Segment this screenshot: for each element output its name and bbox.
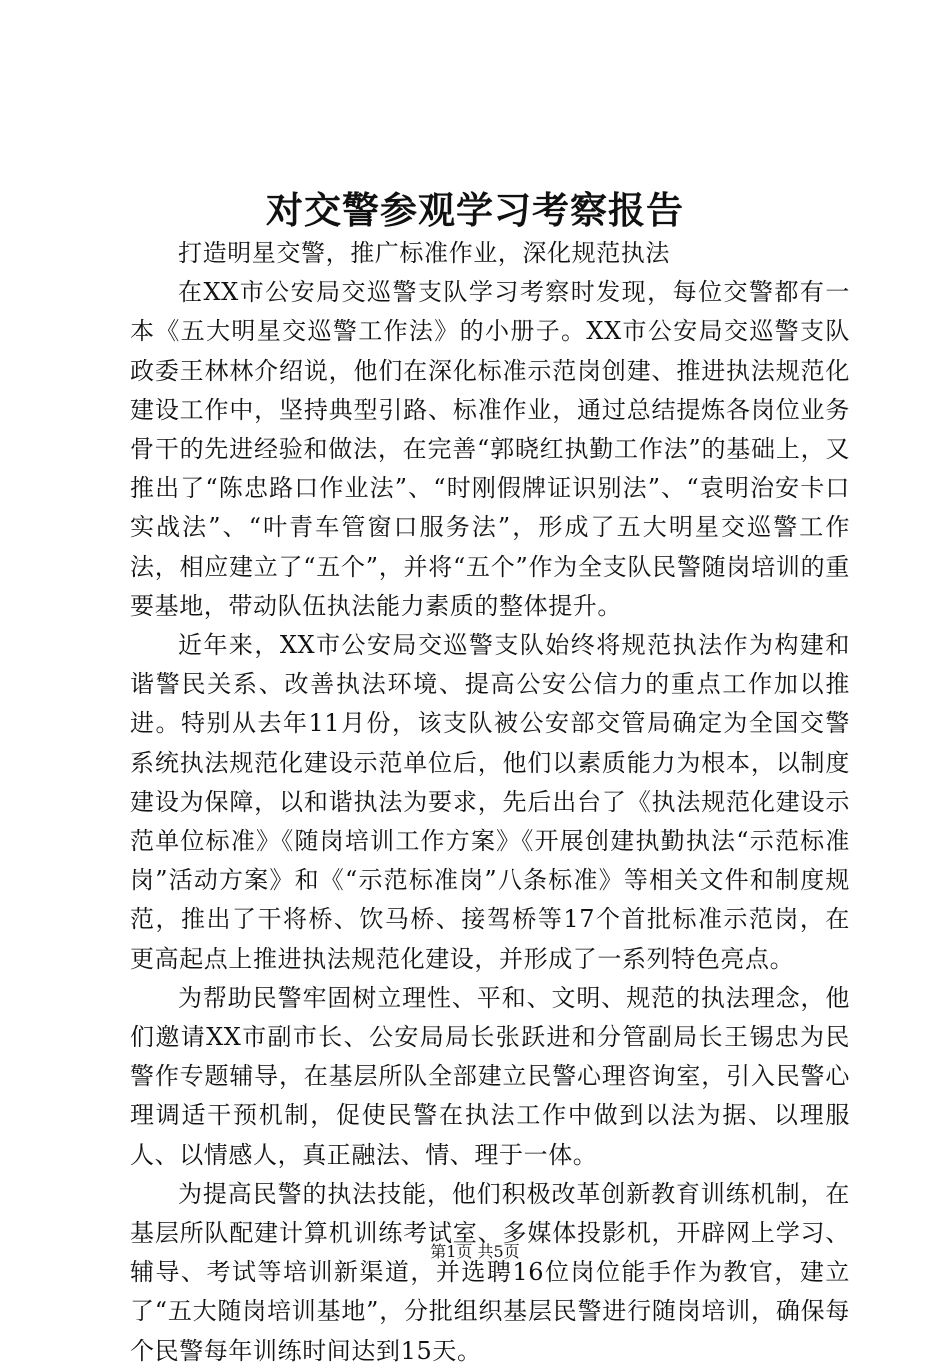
- paragraph-1: 在XX市公安局交巡警支队学习考察时发现，每位交警都有一本《五大明星交巡警工作法》的小册子。XX市公安局交巡警支队政委王林林介绍说，他们在深化标准示范岗创建、推进执法规范化建设工作中，坚持典型引路、标准作业，通过总结提炼各岗位业务骨干的先进经验和做法，在完善“郭晓红执勤工作法”的基础上，又推出了“陈忠路口作业法”、“时刚假牌证识别法”、“袁明治安卡口实战法”、“叶青车管窗口服务法”，形成了五大明星交巡警工作法，相应建立了“五个”，并将“五个”作为全支队民警随岗培训的重要基地，带动队伍执法能力素质的整体提升。: [130, 278, 850, 620]
- paragraph-3: 为帮助民警牢固树立理性、平和、文明、规范的执法理念，他们邀请XX市副市长、公安局局长张跃进和分管副局长王锡忠为民警作专题辅导，在基层所队全部建立民警心理咨询室，引入民警心理调适干预机制，促使民警在执法工作中做到以法为据、以理服人、以情感人，真正融法、情、理于一体。: [130, 983, 850, 1169]
- document-body: [130, 234, 850, 1371]
- paragraph-2: 近年来，XX市公安局交巡警支队始终将规范执法作为构建和谐警民关系、改善执法环境、提高公安公信力的重点工作加以推进。特别从去年11月份，该支队被公安部交管局确定为全国交警系统执法规范化建设示范单位后，他们以素质能力为根本，以制度建设为保障，以和谐执法为要求，先后出台了《执法规范化建设示范单位标准》《随岗培训工作方案》《开展创建执勤执法“示范标准岗”活动方案》和《“示范标准岗”八条标准》等相关文件和制度规范，推出了干将桥、饮马桥、接驾桥等17个首批标准示范岗，在更高起点上推进执法规范化建设，并形成了一系列特色亮点。: [130, 631, 850, 973]
- page-number-footer: 第1页 共5页: [430, 1242, 520, 1261]
- document-title: 对交警参观学习考察报告: [266, 188, 684, 232]
- paragraph-subtitle: 打造明星交警，推广标准作业，深化规范执法: [178, 239, 670, 267]
- paragraph-4: 为提高民警的执法技能，他们积极改革创新教育训练机制，在基层所队配建计算机训练考试室、多媒体投影机，开辟网上学习、辅导、考试等培训新渠道，并选聘16位岗位能手作为教官，建立了“五大随岗培训基地”，分批组织基层民警进行随岗培训，确保每个民警每年训练时间达到15天。: [130, 1179, 850, 1365]
